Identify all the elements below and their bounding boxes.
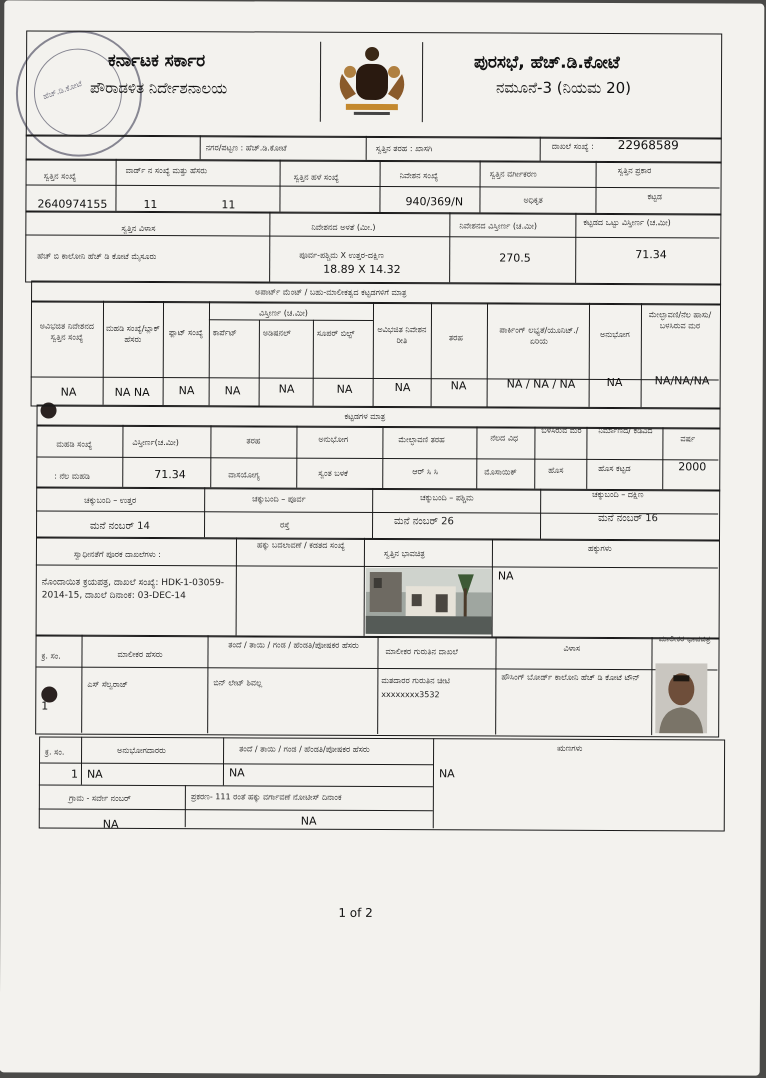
page-number: 1 of 2 <box>338 905 373 920</box>
apt-val-additional: NA <box>278 382 295 396</box>
boundary-north-label: ಚಕ್ಕುಬಂದಿ – ಉತ್ತರ <box>84 495 137 505</box>
apartment-section-title: ಅಪಾರ್ಟ್ ಮೆಂಟ್ / ಬಹು-ಮಾಲೀಕತ್ವದ ಕಟ್ಟಡಗಳಿಗೆ ಮಾತ್ರ <box>255 287 407 298</box>
city-label: ನಗರ/ಪಟ್ಟಣ : ಹೆಚ್.ಡಿ.ಕೋಟೆ <box>205 143 287 153</box>
owner-col-address: ವಿಳಾಸ <box>563 643 581 653</box>
bld-val-type: ವಾಸಯೋಗ್ಯ <box>228 470 260 480</box>
municipality-title: ಪುರಸಭೆ, ಹೆಚ್.ಡಿ.ಕೋಟೆ <box>474 52 620 74</box>
bld-val-floor: : ನೆಲ ಮಹಡಿ <box>54 471 90 481</box>
col-ward: ವಾರ್ಡ್ ನ ಸಂಖ್ಯೆ ಮತ್ತು ಹೆಸರು <box>125 165 208 176</box>
bld-col-type: ತರಹ <box>246 436 261 446</box>
col-built-area: ಕಟ್ಟಡದ ಒಟ್ಟು ವಿಸ್ತೀರ್ಣ (ಚ.ಮೀ) <box>583 217 671 228</box>
apt-col-usage: ಅನುಭೋಗ <box>599 329 630 340</box>
occupant-relation: NA <box>228 766 245 780</box>
apt-val-roof: NA/NA/NA <box>654 374 710 388</box>
owner-relation: ಬಿನ್ ಲೇಟ್ ಶಿವಲ್ಲ <box>213 678 263 688</box>
bld-val-usage: ಸ್ವಂತ ಬಳಕೆ <box>318 468 348 478</box>
apt-col-carpet: ಕಾರ್ಪೆಟ್ <box>212 328 237 338</box>
bld-val-construction: ಹೊಸ ಕಟ್ಟಡ <box>598 463 631 474</box>
property-type-label: ಸ್ವತ್ತಿನ ತರಹ : ಖಾಸಗಿ <box>375 143 433 154</box>
bld-col-construction: ನಿರ್ಮಾಣದ/ ಕಡಿವಿದ <box>598 425 653 436</box>
boundary-east-label: ಚಕ್ಕುಬಂದಿ – ಪೂರ್ವ <box>252 494 306 504</box>
col-classification: ಸ್ವತ್ತಿನ ವರ್ಗೀಕರಣ <box>489 169 537 179</box>
col-address: ಸ್ವತ್ತಿನ ವಿಳಾಸ <box>121 223 156 234</box>
owner-col-id: ಮಾಲೀಕರ ಗುರುತಿನ ದಾಖಲೆ <box>385 647 458 657</box>
owner-serial: 1 <box>41 699 49 713</box>
form-number: ನಮೂನೆ-3 (ನಿಯಮ 20) <box>495 78 632 98</box>
dimension-label: ಪೂರ್ವ-ಪಶ್ಚಿಮ X ಉತ್ತರ-ದಕ್ಷಿಣ <box>299 250 384 261</box>
boundary-north-value: ಮನೆ ನಂಬರ್ 14 <box>90 520 150 532</box>
bld-val-area: 71.34 <box>154 468 186 482</box>
owner-name: ಎಸ್ ಸೆಲ್ವರಾಜ್ <box>87 679 128 689</box>
ward-number: 11 <box>143 197 158 212</box>
notice-date-value: NA <box>300 814 317 828</box>
boundary-east-value: ರಸ್ತೆ <box>280 520 290 530</box>
state-emblem-icon <box>334 44 410 118</box>
doc-col-rights: ಹಕ್ಕುಗಳು <box>587 543 612 554</box>
apt-val-undivided-number: NA <box>60 385 77 399</box>
supporting-documents: ನೊಂದಾಯಿತ ಕ್ರಯಪತ್ರ, ದಾಖಲೆ ಸಂಖ್ಯೆ: HDK-1-03059-2014-15, ದಾಖಲೆ ದಿನಾಂಕ: 03-DEC-14 <box>41 577 225 602</box>
apt-col-floor-block: ಮಹಡಿ ಸಂಖ್ಯೆ/ಬ್ಲಾಕ್ ಹೆಸರು <box>105 323 160 344</box>
property-address: ಹೆಚ್ ಬಿ ಕಾಲೋನಿ ಹೆಚ್ ಡಿ ಕೋಟೆ ಮೈಸೂರು <box>37 251 157 262</box>
building-section-title: ಕಟ್ಟಡಗಳ ಮಾತ್ರ <box>344 411 386 422</box>
property-number: 2640974155 <box>37 197 108 211</box>
owner-id-document: ಮತದಾರರ ಗುರುತಿನ ಚೀಟಿ xxxxxxxx3532 <box>381 675 451 700</box>
survey-number-value: NA <box>102 817 119 831</box>
occupant-name: NA <box>86 767 103 781</box>
apt-val-floor-block: NA NA <box>114 385 150 399</box>
site-area: 270.5 <box>499 251 531 265</box>
col-old-number: ಸ್ವತ್ತಿನ ಹಳೆ ಸಂಖ್ಯೆ <box>293 172 339 182</box>
apt-col-parking: ಪಾರ್ಕಿಂಗ್ ಲಭ್ಯತೆ/ಯೂನಿಟ್./ಏರಿಯ <box>499 325 579 346</box>
survey-col-number: ಗ್ರಾಮ - ಸರ್ವೇ ನಂಬರ್ <box>68 793 131 803</box>
apt-val-undivided-type: NA <box>394 381 411 395</box>
boundary-south-label: ಚಕ್ಕುಬಂದಿ – ದಕ್ಷಿಣ <box>592 489 644 500</box>
owner-photo <box>655 663 707 733</box>
apt-col-additional: ಅಡಿಷನಲ್ <box>262 328 291 338</box>
occupant-col-relation: ತಂದೆ / ತಾಯಿ / ಗಂಡ / ಹೆಂಡತಿ/ಪೋಷಕರ ಹೆಸರು <box>239 744 370 754</box>
gov-title: ಕರ್ನಾಟಕ ಸರ್ಕಾರ <box>108 50 206 72</box>
encumbrance-value: NA <box>438 767 455 781</box>
col-property-number: ಸ್ವತ್ತಿನ ಸಂಖ್ಯೆ <box>43 171 77 181</box>
bld-col-wood: ಬಳಸಿರುವ ಮರ <box>541 425 582 435</box>
apartment-area-group: ವಿಸ್ತೀರ್ಣ (ಚ.ಮೀ) <box>258 308 308 318</box>
owner-col-serial: ಕ್ರ. ಸಂ. <box>41 651 61 661</box>
boundary-south-value: ಮನೆ ನಂಬರ್ 16 <box>598 512 658 525</box>
apt-val-usage: NA <box>606 375 623 390</box>
boundary-west-label: ಚಕ್ಕುಬಂದಿ – ಪಶ್ಚಿಮ <box>420 493 474 503</box>
property-kind-value: ಕಟ್ಟಡ <box>647 192 663 202</box>
col-site-number: ನಿವೇಶನ ಸಂಖ್ಯೆ <box>399 171 439 181</box>
gov-subtitle: ಪೌರಾಡಳಿತ ನಿರ್ದೇಶನಾಲಯ <box>89 78 228 98</box>
bld-col-roof: ಮೇಲ್ಛಾವಣಿ ತರಹ <box>398 435 445 445</box>
site-number: 940/369/N <box>405 195 464 209</box>
built-area: 71.34 <box>635 248 667 262</box>
bld-col-floor: ಮಹಡಿ ಸಂಖ್ಯೆ <box>56 439 93 449</box>
apt-val-type: NA <box>450 379 467 393</box>
occupant-col-encumbrance: ಋಣಗಳು <box>557 743 583 753</box>
boundary-west-value: ಮನೆ ನಂಬರ್ 26 <box>394 516 454 528</box>
apt-val-super-built: NA <box>336 382 353 396</box>
apt-col-flat-number: ಫ್ಲಾಟ್ ಸಂಖ್ಯೆ <box>168 328 204 338</box>
owner-col-relation: ತಂದೆ / ತಾಯಿ / ಗಂಡ / ಹೆಂಡತಿ/ಪೋಷಕರ ಹೆಸರು <box>228 640 359 650</box>
owner-address: ಹೌಸಿಂಗ್ ಬೋರ್ಡ್ ಕಾಲೋನಿ ಹೆಚ್ ಡಿ ಕೋಟೆ ಟೌನ್ <box>501 672 640 683</box>
owner-col-photo: ಮಾಲೀಕರ ಭಾವಚಿತ್ರ <box>658 634 711 644</box>
col-site-area: ನಿವೇಶನದ ವಿಸ್ತೀರ್ಣ (ಚ.ಮೀ) <box>459 221 538 231</box>
owner-col-name: ಮಾಲೀಕರ ಹೆಸರು <box>117 649 163 660</box>
register-label: ದಾಖಲೆ ಸಂಖ್ಯೆ : <box>551 141 594 151</box>
col-site-dimension: ನಿವೇಶನದ ಅಳತೆ (ಮೀ.) <box>311 222 376 232</box>
rights-value: NA <box>497 569 514 583</box>
occupant-col-serial: ಕ್ರ. ಸಂ. <box>45 747 65 757</box>
apt-val-flat-number: NA <box>178 384 195 398</box>
bld-val-roof: ಆರ್ ಸಿ ಸಿ <box>412 467 438 477</box>
stamp-text: ಹೆಚ್.ಡಿ.ಕೋಟೆ <box>41 78 84 102</box>
col-property-kind: ಸ್ವತ್ತಿನ ಪ್ರಕಾರ <box>617 166 652 176</box>
apt-val-parking: NA / NA / NA <box>506 377 576 391</box>
property-photo <box>366 568 492 635</box>
bld-val-year: 2000 <box>678 460 707 474</box>
dimension-value: 18.89 X 14.32 <box>323 262 401 277</box>
bld-col-floor-type: ನೆಲದ ವಿಧ <box>490 433 519 443</box>
doc-col-supporting: ಸ್ವಾಧೀನತೆಗೆ ಪೂರಕ ದಾಖಲೆಗಳು : <box>73 549 161 560</box>
classification-value: ಅಧಿಕೃತ <box>523 195 543 205</box>
apt-col-super-built: ಸೂಪರ್ ಬಿಲ್ಟ್ <box>316 328 355 338</box>
apt-col-roof: ಮೇಲ್ಛಾವಣಿ/ನೆಲ ಹಾಸು/ಬಳಸಿರುವ ಮರ <box>648 310 712 331</box>
doc-col-photo: ಸ್ವತ್ತಿನ ಭಾವಚಿತ್ರ <box>383 549 425 559</box>
bld-col-usage: ಅನುಭೋಗ <box>318 434 349 444</box>
doc-col-change-file: ಹಕ್ಕು ಬದಲಾವಣೆ / ಕಡತದ ಸಂಖ್ಯೆ <box>256 540 345 550</box>
occupant-col-name: ಅನುಭೋಗದಾರರು <box>117 745 166 756</box>
apt-val-carpet: NA <box>224 384 241 398</box>
bld-val-wood: ಹೊಸ <box>548 465 564 475</box>
bld-col-year: ವರ್ಷ <box>680 434 696 444</box>
apt-col-type: ತರಹ <box>448 333 463 343</box>
bld-val-floor-type: ಮೊಸಾಯಿಕ್ <box>484 467 517 477</box>
register-number: 22968589 <box>617 138 679 153</box>
bld-col-area: ವಿಸ್ತೀರ್ಣ(ಚ.ಮೀ) <box>132 437 179 448</box>
ward-name: 11 <box>221 198 236 212</box>
apt-col-undivided-type: ಅವಿಭಜಿತ ನಿವೇಶನ ರೀತಿ <box>377 324 427 346</box>
occupant-serial: 1 <box>70 767 78 781</box>
apt-col-undivided-number: ಅವಿಭಜಿತ ನಿವೇಶನದ ಸ್ವತ್ತಿನ ಸಂಖ್ಯೆ <box>39 321 95 342</box>
survey-col-notice: ಪ್ರಕರಣ- 111 ರಂತೆ ಹಕ್ಕು ವರ್ಗಾವಣೆ ನೋಟೀಸ್ ದಿನಾಂಕ <box>190 792 342 802</box>
